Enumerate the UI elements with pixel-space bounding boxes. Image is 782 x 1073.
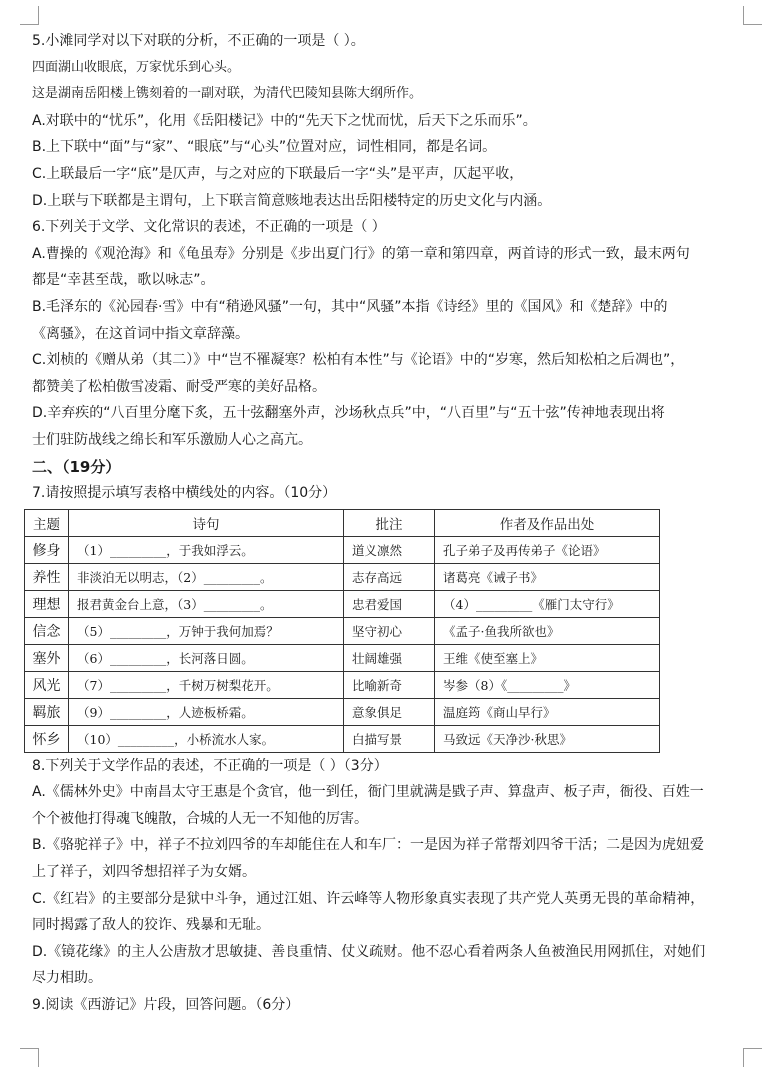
verse-cell: （6）_________，长河落日圆。	[69, 644, 344, 671]
theme-cell: 修身	[25, 536, 69, 563]
note-cell: 志存高远	[344, 563, 435, 590]
note-cell: 比喻新奇	[344, 671, 435, 698]
table-row	[25, 698, 660, 725]
q6-line: B.毛泽东的《沁园春·雪》中有“稍逊风骚”一句，其中“风骚”本指《诗经》里的《国风》和《楚辞》中的	[32, 298, 668, 315]
q6-line: C.刘桢的《赠从弟（其二）》中“岂不罹凝寒？松柏有本性”与《论语》中的“岁寒，然后知松柏之后凋也”，	[32, 352, 685, 369]
table-header-row	[25, 509, 660, 536]
page-content	[32, 28, 748, 1019]
q6-line: 士们驻防战线之绵长和军乐激励人心之高亢。	[32, 431, 312, 448]
theme-cell: 风光	[25, 671, 69, 698]
q5-option-c: C.上联最后一字“底”是仄声，与之对应的下联最后一字“头”是平声，仄起平收，	[32, 165, 524, 182]
verse-cell: 报君黄金台上意，（3）_________。	[69, 590, 344, 617]
q8-line: 上了祥子，刘四爷想招祥子为女婿。	[32, 864, 256, 881]
theme-cell: 塞外	[25, 644, 69, 671]
q5-note: 这是湖南岳阳楼上镌刻着的一副对联，为清代巴陵知县陈大纲所作。	[32, 86, 423, 102]
note-cell: 坚守初心	[344, 617, 435, 644]
source-cell: （4）_________《雁门太守行》	[435, 590, 660, 617]
q6-line: A.曹操的《观沧海》和《龟虽寿》分别是《步出夏门行》的第一章和第四章，两首诗的形式一致，最末两句	[32, 245, 690, 262]
poetry-table	[24, 509, 660, 753]
q5-couplet: 四面湖山收眼底，万家忧乐到心头。	[32, 59, 241, 75]
q9-stem: 9.阅读《西游记》片段，回答问题。（6分）	[32, 997, 300, 1014]
note-cell: 意象俱足	[344, 698, 435, 725]
source-cell: 诸葛亮《诫子书》	[435, 563, 660, 590]
q8-line: C.《红岩》的主要部分是狱中斗争，通过江姐、许云峰等人物形象真实表现了共产党人英勇无畏的革命精神，	[32, 890, 705, 907]
table-header-cell: 主题	[25, 509, 69, 536]
theme-cell: 理想	[25, 590, 69, 617]
q5-stem: 5.小滩同学对以下对联的分析，不正确的一项是（ ）。	[32, 33, 365, 49]
note-cell: 道义凛然	[344, 536, 435, 563]
table-header-cell: 批注	[344, 509, 435, 536]
theme-cell: 怀乡	[25, 725, 69, 752]
theme-cell: 养性	[25, 563, 69, 590]
theme-cell: 信念	[25, 617, 69, 644]
corner-mark	[743, 6, 762, 25]
verse-cell: （7）_________，千树万树梨花开。	[69, 671, 344, 698]
source-cell: 孔子弟子及再传弟子《论语》	[435, 536, 660, 563]
q6-line: D.辛弃疾的“八百里分麾下炙，五十弦翻塞外声，沙场秋点兵”中，“八百里”与“五十弦”传神地表现出将	[32, 405, 665, 422]
q6-line: 都赞美了松柏傲雪凌霜、耐受严寒的美好品格。	[32, 378, 326, 395]
q8-line: D.《镜花缘》的主人公唐敖才思敏捷、善良重情、仗义疏财。他不忍心看着两条人鱼被渔民用网抓住，对她们	[32, 943, 706, 960]
verse-cell: （9）_________，人迹板桥霜。	[69, 698, 344, 725]
q5-option-d: D.上联与下联都是主谓句，上下联言简意赅地表达出岳阳楼特定的历史文化与内涵。	[32, 192, 552, 209]
note-cell: 忠君爱国	[344, 590, 435, 617]
table-row	[25, 617, 660, 644]
source-cell: 温庭筠《商山早行》	[435, 698, 660, 725]
table-row	[25, 671, 660, 698]
q6-line: 《离骚》，在这首词中指文章辞藻。	[32, 325, 249, 342]
theme-cell: 羁旅	[25, 698, 69, 725]
q8-line: 个个被他打得魂飞魄散，合城的人无一不知他的厉害。	[32, 810, 368, 827]
corner-mark	[743, 1048, 762, 1067]
q5-option-a: A.对联中的“忧乐”，化用《岳阳楼记》中的“先天下之忧而忧，后天下之乐而乐”。	[32, 112, 537, 129]
table-row	[25, 644, 660, 671]
q8-line: B.《骆驼祥子》中，祥子不拉刘四爷的车却能住在人和车厂：一是因为祥子常帮刘四爷干活；二是因为虎妞爱	[32, 837, 705, 854]
verse-cell: （10）_________，小桥流水人家。	[69, 725, 344, 752]
corner-mark	[20, 1048, 39, 1067]
source-cell: 马致远《天净沙·秋思》	[435, 725, 660, 752]
q8-line: 尽力相助。	[32, 970, 102, 987]
q7-stem: 7.请按照提示填写表格中横线处的内容。（10分）	[32, 485, 337, 502]
q5-option-b: B.上下联中“面”与“家”、“眼底”与“心头”位置对应，词性相同，都是名词。	[32, 139, 497, 156]
table-row	[25, 725, 660, 752]
verse-cell: 非淡泊无以明志，（2）_________。	[69, 563, 344, 590]
table-row	[25, 590, 660, 617]
q8-stem: 8.下列关于文学作品的表述，不正确的一项是（ ）（3分）	[32, 757, 388, 774]
corner-mark	[20, 6, 39, 25]
q8-line: 同时揭露了敌人的狡诈、残暴和无耻。	[32, 917, 270, 934]
q6-line: 都是“幸甚至哉，歌以咏志”。	[32, 272, 215, 289]
verse-cell: （1）_________，于我如浮云。	[69, 536, 344, 563]
verse-cell: （5）_________，万钟于我何加焉？	[69, 617, 344, 644]
q8-line: A.《儒林外史》中南昌太守王惠是个贪官，他一到任，衙门里就满是戥子声、算盘声、板子声，衙役、百姓一	[32, 784, 704, 801]
source-cell: 王维《使至塞上》	[435, 644, 660, 671]
table-header-cell: 诗句	[69, 509, 344, 536]
note-cell: 白描写景	[344, 725, 435, 752]
source-cell: 岑参（8）《_________》	[435, 671, 660, 698]
table-header-cell: 作者及作品出处	[435, 509, 660, 536]
table-row	[25, 563, 660, 590]
section-heading: 二、（19分）	[32, 457, 121, 476]
q6-stem: 6.下列关于文学、文化常识的表述，不正确的一项是（ ）	[32, 219, 386, 236]
note-cell: 壮阔雄强	[344, 644, 435, 671]
table-row	[25, 536, 660, 563]
source-cell: 《孟子·鱼我所欲也》	[435, 617, 660, 644]
